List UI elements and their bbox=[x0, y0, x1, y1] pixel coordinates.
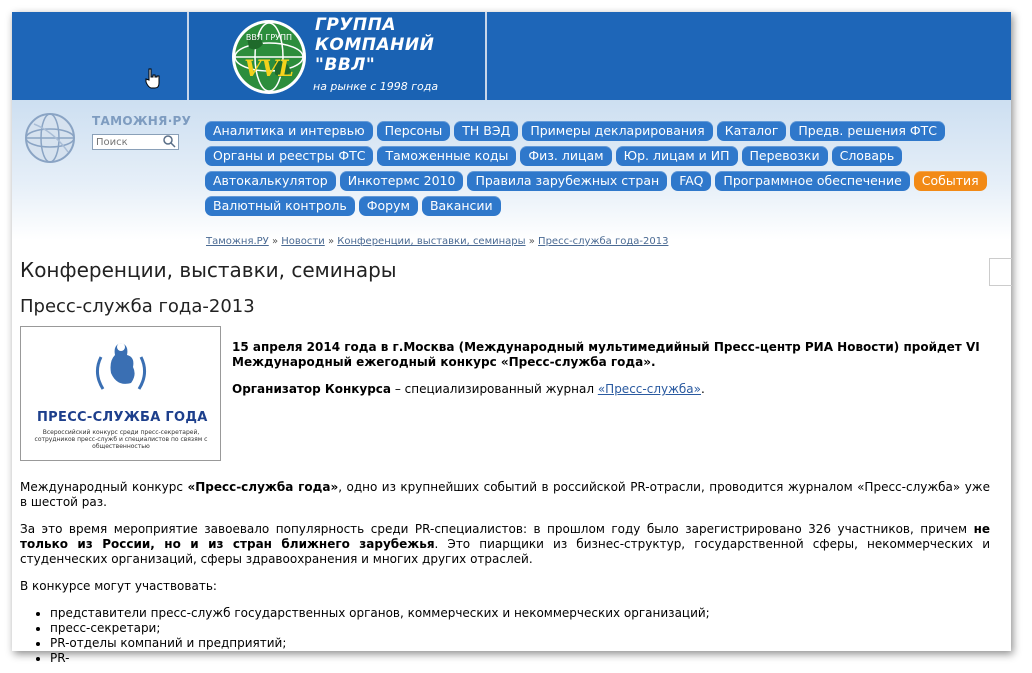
organizer-end: . bbox=[701, 382, 705, 396]
nav-dictionary[interactable]: Словарь bbox=[832, 146, 903, 166]
nav-vacancies[interactable]: Вакансии bbox=[422, 196, 501, 216]
nav-row bbox=[205, 120, 1005, 145]
nav-row bbox=[205, 170, 1005, 195]
organizer-link[interactable]: «Пресс-служба» bbox=[597, 382, 701, 396]
company-line-2: КОМПАНИЙ bbox=[315, 35, 435, 55]
nav-fts-registers[interactable]: Органы и реестры ФТС bbox=[205, 146, 373, 166]
nav-events[interactable]: События bbox=[914, 171, 987, 191]
article-body bbox=[20, 480, 990, 666]
list-item: • представители пресс-служб государственных органов, коммерческих и некоммерческих организаций; bbox=[50, 606, 990, 621]
list-item: • PR-отделы компаний и предприятий; bbox=[50, 636, 990, 651]
nav-software[interactable]: Программное обеспечение bbox=[715, 171, 909, 191]
company-line-1: ГРУППА bbox=[315, 15, 397, 35]
breadcrumb-separator: » bbox=[528, 236, 535, 247]
p2-end: . Это пиарщики из бизнес-структур, государственной сферы, некоммерческих и студенческих организаций, сферы здравоохранения и многих других отраслей. bbox=[20, 537, 990, 566]
page-title: Конференции, выставки, семинары bbox=[20, 258, 397, 282]
nav-row bbox=[205, 145, 1005, 170]
p2-start: За это время мероприятие завоевало популярность среди PR-специалистов: в прошлом году было зарегистрировано 326 участников, причем bbox=[20, 522, 974, 536]
p2-bold: не только из России, но и из стран ближнего зарубежья bbox=[20, 522, 990, 551]
article-title: Пресс-служба года-2013 bbox=[20, 296, 255, 317]
side-tab bbox=[989, 258, 1012, 286]
nav-transport[interactable]: Перевозки bbox=[742, 146, 828, 166]
breadcrumb-home[interactable]: Таможня.РУ bbox=[206, 236, 269, 247]
nav-forum[interactable]: Форум bbox=[359, 196, 418, 216]
press-service-figure-icon bbox=[21, 327, 220, 407]
list-item: • PR- bbox=[50, 651, 990, 666]
nav-faq[interactable]: FAQ bbox=[671, 171, 711, 191]
breadcrumb-conferences[interactable]: Конференции, выставки, семинары bbox=[337, 236, 526, 247]
nav-row bbox=[205, 195, 1005, 220]
participants-list bbox=[20, 606, 990, 666]
company-line-3: "ВВЛ" bbox=[315, 55, 376, 75]
top-banner bbox=[12, 12, 1011, 100]
breadcrumb-separator: » bbox=[327, 236, 335, 247]
nav-currency-control[interactable]: Валютный контроль bbox=[205, 196, 355, 216]
nav-tnved[interactable]: ТН ВЭД bbox=[454, 121, 518, 141]
list-item: • пресс-секретари; bbox=[50, 621, 990, 636]
nav-foreign-rules[interactable]: Правила зарубежных стран bbox=[467, 171, 667, 191]
organizer-label: Организатор Конкурса bbox=[232, 382, 392, 396]
article-intro bbox=[232, 340, 990, 409]
nav-customs-codes[interactable]: Таможенные коды bbox=[377, 146, 516, 166]
p1-bold: «Пресс-служба года» bbox=[187, 480, 339, 494]
browser-window bbox=[12, 12, 1011, 665]
nav-incoterms[interactable]: Инкотермс 2010 bbox=[340, 171, 464, 191]
organizer-text: – специализированный журнал bbox=[391, 382, 598, 396]
breadcrumb-separator: » bbox=[271, 236, 279, 247]
company-since: на рынке с 1998 года bbox=[313, 80, 439, 93]
main-nav bbox=[205, 120, 1005, 220]
vvl-logo-letters: VVL bbox=[244, 56, 294, 82]
nav-individuals[interactable]: Физ. лицам bbox=[520, 146, 611, 166]
nav-persons[interactable]: Персоны bbox=[377, 121, 451, 141]
vvl-logo-small-text: ВВЛ ГРУПП bbox=[245, 33, 293, 42]
search-icon[interactable] bbox=[162, 134, 176, 148]
breadcrumb-news[interactable]: Новости bbox=[281, 236, 325, 247]
vvl-globe-logo bbox=[229, 18, 309, 96]
p3: В конкурсе могут участвовать: bbox=[20, 579, 217, 593]
p1-end: , одно из крупнейших событий в российской PR-отрасли, проводится журналом «Пресс-служба» уже в шестой раз. bbox=[20, 480, 991, 509]
nav-legal-entities[interactable]: Юр. лицам и ИП bbox=[616, 146, 738, 166]
press-logo-text: ПРЕСС-СЛУЖБА ГОДА bbox=[37, 410, 208, 425]
site-globe-logo[interactable] bbox=[24, 112, 76, 164]
nav-declaration-examples[interactable]: Примеры декларирования bbox=[522, 121, 712, 141]
breadcrumb-current[interactable]: Пресс-служба года-2013 bbox=[538, 236, 669, 247]
nav-catalog[interactable]: Каталог bbox=[717, 121, 787, 141]
nav-fts-decisions[interactable]: Предв. решения ФТС bbox=[790, 121, 945, 141]
press-logo-caption: Всероссийский конкурс среди пресс-секретарей, сотрудников пресс-служб и специалистов по связям с общественностью bbox=[34, 429, 208, 450]
nav-analytics[interactable]: Аналитика и интервью bbox=[205, 121, 373, 141]
p1-start: Международный конкурс bbox=[20, 480, 188, 494]
hand-cursor-icon bbox=[144, 68, 162, 90]
intro-lead: 15 апреля 2014 года в г.Москва (Международный мультимедийный Пресс-центр РИА Новости) пройдет VI Международный ежегодный конкурс «Пресс-служба года». bbox=[232, 340, 980, 369]
vvl-banner-ad[interactable] bbox=[187, 12, 487, 100]
nav-auto-calculator[interactable]: Автокалькулятор bbox=[205, 171, 336, 191]
breadcrumb bbox=[206, 236, 668, 247]
event-logo-image bbox=[20, 326, 221, 461]
site-name-logo[interactable]: ТАМОЖНЯ·РУ bbox=[92, 114, 192, 128]
